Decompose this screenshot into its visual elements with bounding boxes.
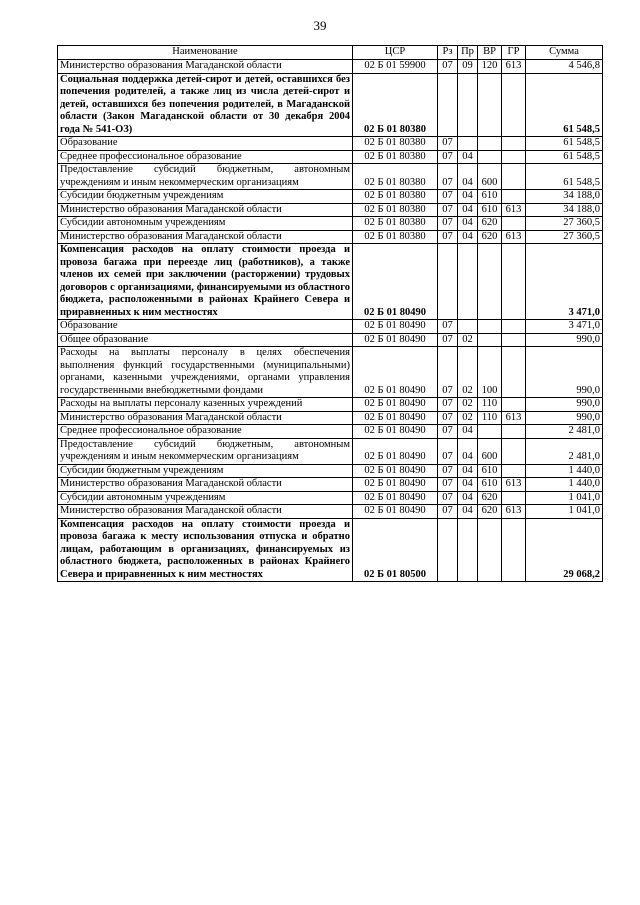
cell-rz: 07 [438,398,458,412]
cell-pr: 04 [458,150,478,164]
cell-rz: 07 [438,438,458,464]
cell-pr: 04 [458,478,478,492]
table-body [58,60,603,582]
cell-name: Министерство образования Магаданской области [58,230,353,244]
cell-sum: 1 041,0 [526,505,603,519]
cell-pr [458,518,478,582]
cell-sum: 61 548,5 [526,164,603,190]
cell-csr: 02 Б 01 80490 [353,478,438,492]
table-row [58,411,603,425]
cell-vr [478,518,502,582]
cell-pr: 04 [458,203,478,217]
cell-csr: 02 Б 01 80380 [353,203,438,217]
cell-gr: 613 [502,230,526,244]
cell-vr: 610 [478,478,502,492]
table-row [58,137,603,151]
cell-vr: 110 [478,398,502,412]
cell-gr [502,190,526,204]
table-row [58,320,603,334]
cell-vr: 600 [478,164,502,190]
cell-gr [502,137,526,151]
cell-sum: 1 440,0 [526,478,603,492]
cell-name: Предоставление субсидий бюджетным, автономным учреждениям и иным некоммерческим организациям [58,164,353,190]
cell-pr: 02 [458,411,478,425]
cell-vr [478,333,502,347]
header-sum: Сумма [526,46,603,60]
cell-sum: 2 481,0 [526,438,603,464]
cell-sum: 29 068,2 [526,518,603,582]
cell-vr: 120 [478,60,502,74]
cell-rz: 07 [438,347,458,398]
cell-vr: 610 [478,190,502,204]
table-row [58,217,603,231]
cell-rz: 07 [438,464,458,478]
cell-sum: 990,0 [526,411,603,425]
cell-name: Образование [58,320,353,334]
cell-pr: 04 [458,230,478,244]
cell-name: Среднее профессиональное образование [58,150,353,164]
cell-sum: 27 360,5 [526,230,603,244]
cell-name: Общее образование [58,333,353,347]
cell-gr [502,464,526,478]
cell-name: Министерство образования Магаданской области [58,505,353,519]
cell-vr: 620 [478,491,502,505]
cell-csr: 02 Б 01 59900 [353,60,438,74]
cell-pr [458,244,478,320]
cell-pr: 04 [458,464,478,478]
cell-vr: 100 [478,347,502,398]
header-vr: ВР [478,46,502,60]
cell-rz: 07 [438,150,458,164]
cell-gr: 613 [502,203,526,217]
cell-rz [438,518,458,582]
cell-sum: 990,0 [526,347,603,398]
cell-rz: 07 [438,320,458,334]
cell-rz: 07 [438,230,458,244]
cell-csr: 02 Б 01 80490 [353,425,438,439]
cell-rz [438,73,458,137]
cell-gr [502,217,526,231]
table-row [58,518,603,582]
cell-pr: 09 [458,60,478,74]
cell-name: Образование [58,137,353,151]
table-row [58,230,603,244]
cell-pr [458,320,478,334]
cell-gr [502,73,526,137]
cell-gr [502,518,526,582]
cell-gr: 613 [502,505,526,519]
table-row [58,347,603,398]
cell-pr: 02 [458,347,478,398]
cell-csr: 02 Б 01 80490 [353,398,438,412]
cell-vr [478,244,502,320]
cell-gr [502,438,526,464]
cell-name: Министерство образования Магаданской области [58,203,353,217]
header-csr: ЦСР [353,46,438,60]
cell-csr: 02 Б 01 80380 [353,164,438,190]
cell-rz: 07 [438,478,458,492]
table-row [58,333,603,347]
cell-sum: 34 188,0 [526,190,603,204]
cell-name: Социальная поддержка детей-сирот и детей, оставшихся без попечения родителей, а также лиц из числа детей-сирот и детей, оставшихся без попечения родителей, в Магаданской области (Закон Магаданской области от 30 декабря 2004 года № 541-ОЗ) [58,73,353,137]
cell-sum: 1 440,0 [526,464,603,478]
page-number: 39 [313,18,327,33]
cell-rz: 07 [438,217,458,231]
cell-vr [478,320,502,334]
table-header-row [58,46,603,60]
cell-vr [478,425,502,439]
header-pr: Пр [458,46,478,60]
cell-gr [502,150,526,164]
cell-vr [478,137,502,151]
cell-gr [502,398,526,412]
cell-csr: 02 Б 01 80490 [353,491,438,505]
cell-sum: 990,0 [526,398,603,412]
cell-rz: 07 [438,425,458,439]
cell-gr: 613 [502,411,526,425]
cell-gr [502,320,526,334]
cell-sum: 3 471,0 [526,320,603,334]
cell-name: Министерство образования Магаданской области [58,60,353,74]
cell-gr [502,333,526,347]
cell-name: Расходы на выплаты персоналу казенных учреждений [58,398,353,412]
cell-rz: 07 [438,203,458,217]
cell-pr: 02 [458,398,478,412]
table-row [58,438,603,464]
header-name: Наименование [58,46,353,60]
cell-gr [502,244,526,320]
table-row [58,425,603,439]
cell-sum: 34 188,0 [526,203,603,217]
cell-rz: 07 [438,333,458,347]
cell-name: Предоставление субсидий бюджетным, автономным учреждениям и иным некоммерческим организациям [58,438,353,464]
cell-sum: 61 548,5 [526,73,603,137]
cell-pr: 04 [458,505,478,519]
cell-vr [478,73,502,137]
cell-name: Субсидии автономным учреждениям [58,217,353,231]
cell-gr [502,164,526,190]
cell-rz: 07 [438,491,458,505]
cell-csr: 02 Б 01 80380 [353,150,438,164]
cell-sum: 61 548,5 [526,150,603,164]
cell-name: Субсидии бюджетным учреждениям [58,190,353,204]
cell-vr: 610 [478,203,502,217]
cell-csr: 02 Б 01 80380 [353,73,438,137]
cell-name: Министерство образования Магаданской области [58,411,353,425]
cell-sum: 1 041,0 [526,491,603,505]
cell-pr: 04 [458,164,478,190]
cell-name: Расходы на выплаты персоналу в целях обеспечения выполнения функций государственными (муниципальными) органами, казенными учреждениями, органами управления государственными внебюджетными фондами [58,347,353,398]
budget-table [57,45,603,582]
cell-csr: 02 Б 01 80380 [353,230,438,244]
cell-rz: 07 [438,164,458,190]
cell-vr [478,150,502,164]
table-row [58,150,603,164]
cell-rz: 07 [438,411,458,425]
table-row [58,398,603,412]
table-row [58,203,603,217]
cell-sum: 990,0 [526,333,603,347]
cell-pr: 04 [458,491,478,505]
cell-sum: 2 481,0 [526,425,603,439]
cell-csr: 02 Б 01 80490 [353,244,438,320]
cell-rz [438,244,458,320]
cell-gr: 613 [502,478,526,492]
cell-name: Среднее профессиональное образование [58,425,353,439]
cell-vr: 610 [478,464,502,478]
cell-rz: 07 [438,60,458,74]
table-row [58,190,603,204]
cell-csr: 02 Б 01 80380 [353,190,438,204]
table-row [58,244,603,320]
cell-pr [458,137,478,151]
cell-gr [502,491,526,505]
table-row [58,73,603,137]
cell-sum: 3 471,0 [526,244,603,320]
cell-name: Субсидии автономным учреждениям [58,491,353,505]
cell-sum: 4 546,8 [526,60,603,74]
cell-vr: 620 [478,230,502,244]
cell-sum: 61 548,5 [526,137,603,151]
cell-csr: 02 Б 01 80490 [353,464,438,478]
table-row [58,505,603,519]
cell-pr: 04 [458,217,478,231]
cell-sum: 27 360,5 [526,217,603,231]
cell-rz: 07 [438,505,458,519]
cell-csr: 02 Б 01 80490 [353,438,438,464]
cell-pr: 02 [458,333,478,347]
cell-gr [502,425,526,439]
cell-csr: 02 Б 01 80490 [353,347,438,398]
cell-rz: 07 [438,190,458,204]
cell-vr: 600 [478,438,502,464]
cell-pr: 04 [458,190,478,204]
table-row [58,60,603,74]
table-row [58,164,603,190]
cell-name: Субсидии бюджетным учреждениям [58,464,353,478]
cell-csr: 02 Б 01 80490 [353,333,438,347]
cell-csr: 02 Б 01 80490 [353,505,438,519]
header-rz: Рз [438,46,458,60]
cell-gr [502,347,526,398]
table-row [58,464,603,478]
table-row [58,478,603,492]
cell-rz: 07 [438,137,458,151]
cell-name: Министерство образования Магаданской области [58,478,353,492]
cell-csr: 02 Б 01 80380 [353,217,438,231]
cell-csr: 02 Б 01 80500 [353,518,438,582]
cell-csr: 02 Б 01 80380 [353,137,438,151]
cell-vr: 620 [478,217,502,231]
cell-csr: 02 Б 01 80490 [353,320,438,334]
header-gr: ГР [502,46,526,60]
cell-vr: 110 [478,411,502,425]
cell-gr: 613 [502,60,526,74]
cell-name: Компенсация расходов на оплату стоимости проезда и провоза багажа при переезде лиц (работников), а также членов их семей при заключении (расторжении) трудовых договоров с организациями, финансируемыми из областного бюджета, расположенными в районах Крайнего Севера и приравненных к ним местностях [58,244,353,320]
cell-pr [458,73,478,137]
table-row [58,491,603,505]
cell-pr: 04 [458,425,478,439]
cell-name: Компенсация расходов на оплату стоимости проезда и провоза багажа к месту использования отпуска и обратно лицам, работающим в организациях, финансируемых из областного бюджета, расположенных в районах Крайнего Севера и приравненных к ним местностях [58,518,353,582]
cell-csr: 02 Б 01 80490 [353,411,438,425]
cell-vr: 620 [478,505,502,519]
cell-pr: 04 [458,438,478,464]
